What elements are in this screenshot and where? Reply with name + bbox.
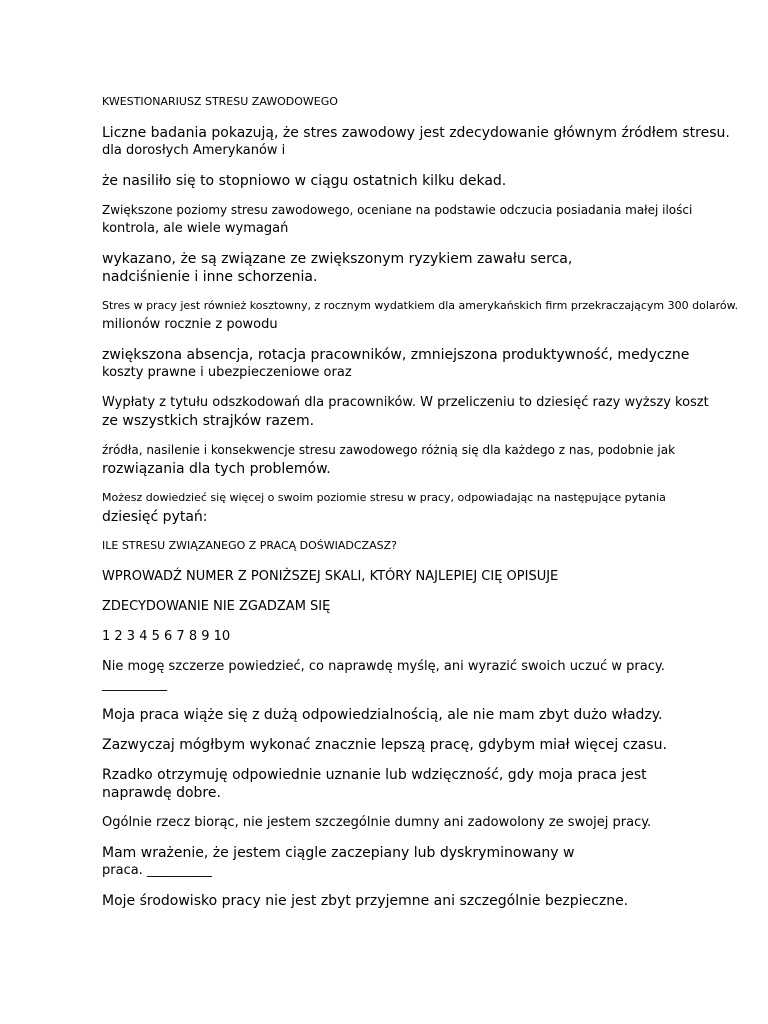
document-title: KWESTIONARIUSZ STRESU ZAWODOWEGO [102, 95, 338, 108]
scale-label: ZDECYDOWANIE NIE ZGADZAM SIĘ [102, 599, 331, 614]
intro-paragraph-3-line-1: Zwiększone poziomy stresu zawodowego, oceniane na podstawie odczucia posiadania małej ilości [102, 203, 693, 217]
question-6-line-2: praca. __________ [102, 863, 212, 878]
intro-paragraph-6-line-1: zwiększona absencja, rotacja pracowników, zmniejszona produktywność, medyczne [102, 347, 690, 363]
intro-paragraph-7-line-1: Wypłaty z tytułu odszkodowań dla pracowników. W przeliczeniu to dziesięć razy wyższy koszt [102, 395, 709, 410]
intro-paragraph-6-line-2: koszty prawne i ubezpieczeniowe oraz [102, 365, 352, 380]
question-4-line-1: Rzadko otrzymuję odpowiednie uznanie lub wdzięczność, gdy moja praca jest [102, 767, 647, 783]
question-3: Zazwyczaj mógłbym wykonać znacznie lepszą pracę, gdybym miał więcej czasu. [102, 737, 667, 753]
question-heading: ILE STRESU ZWIĄZANEGO Z PRACĄ DOŚWIADCZASZ? [102, 539, 397, 552]
question-1-line-1: Nie mogę szczerze powiedzieć, co naprawdę myślę, ani wyrazić swoich uczuć w pracy. [102, 659, 665, 674]
intro-paragraph-7-line-2: ze wszystkich strajków razem. [102, 413, 315, 429]
intro-paragraph-1-line-2: dla dorosłych Amerykanów i [102, 143, 286, 158]
intro-paragraph-4-line-1: wykazano, że są związane ze zwiększonym ryzykiem zawału serca, [102, 251, 573, 267]
intro-paragraph-5-line-1: Stres w pracy jest również kosztowny, z rocznym wydatkiem dla amerykańskich firm przekraczającym 300 dolarów. [102, 299, 739, 312]
intro-paragraph-5-line-2: milionów rocznie z powodu [102, 317, 278, 332]
question-6-line-1: Mam wrażenie, że jestem ciągle zaczepiany lub dyskryminowany w [102, 845, 575, 861]
intro-paragraph-2: że nasiliło się to stopniowo w ciągu ostatnich kilku dekad. [102, 173, 507, 189]
intro-paragraph-4-line-2: nadciśnienie i inne schorzenia. [102, 269, 318, 285]
question-1-answer-blank: __________ [102, 677, 167, 692]
intro-paragraph-8-line-1: źródła, nasilenie i konsekwencje stresu zawodowego różnią się dla każdego z nas, podobnie jak [102, 443, 676, 457]
question-7: Moje środowisko pracy nie jest zbyt przyjemne ani szczególnie bezpieczne. [102, 893, 629, 909]
intro-paragraph-9-line-2: dziesięć pytań: [102, 509, 208, 525]
question-4-line-2: naprawdę dobre. [102, 785, 221, 801]
intro-paragraph-9-line-1: Możesz dowiedzieć się więcej o swoim poziomie stresu w pracy, odpowiadając na następujące pytania [102, 491, 666, 504]
scale-instruction: WPROWADŹ NUMER Z PONIŻSZEJ SKALI, KTÓRY NAJLEPIEJ CIĘ OPISUJE [102, 569, 559, 584]
intro-paragraph-1-line-1: Liczne badania pokazują, że stres zawodowy jest zdecydowanie głównym źródłem stresu. [102, 125, 730, 141]
intro-paragraph-8-line-2: rozwiązania dla tych problemów. [102, 461, 331, 477]
intro-paragraph-3-line-2: kontrola, ale wiele wymagań [102, 221, 289, 236]
question-5: Ogólnie rzecz biorąc, nie jestem szczególnie dumny ani zadowolony ze swojej pracy. [102, 815, 652, 830]
scale-values: 1 2 3 4 5 6 7 8 9 10 [102, 629, 231, 644]
question-2: Moja praca wiąże się z dużą odpowiedzialnością, ale nie mam zbyt dużo władzy. [102, 707, 663, 723]
